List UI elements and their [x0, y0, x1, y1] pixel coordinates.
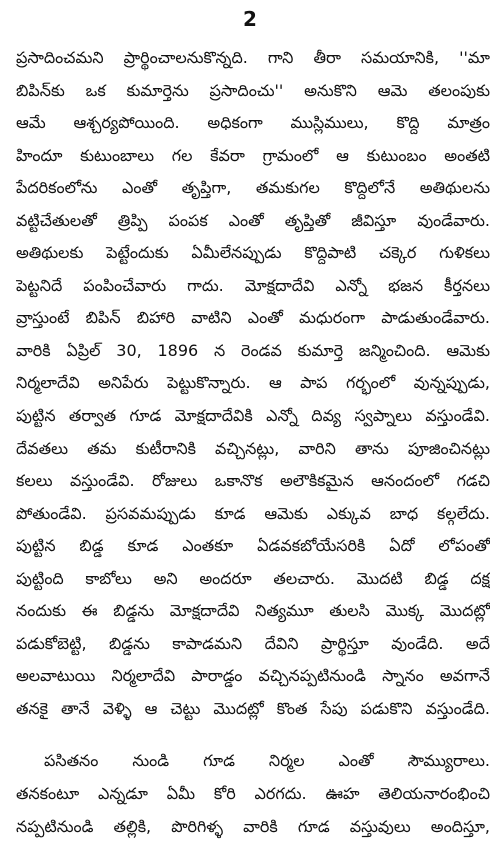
paragraph-2	[16, 745, 490, 843]
text-line: పుట్టిన బిడ్డ కూడ ఎంతకూ ఏడవకబోయేసరికి ఏదో లోపంతో	[16, 536, 490, 556]
text-line: పడుకోబెట్టి, బిడ్డను కాపాడమని దేవిని ప్రార్థిస్తూ వుండేది. అదే	[16, 633, 490, 653]
text-line: బిపిన్‌కు ఒక కుమార్తెను ప్రసాదించు'' అనుకొని ఆమె తలంపుకు	[16, 80, 490, 100]
text-line: పేదరికంలోను ఎంతో తృప్తిగా, తమకుగల కొద్దిలోనే అతిథులను	[16, 178, 490, 198]
text-line: అలవాటుయి నిర్మలాదేవి పారాడ్డం వచ్చినప్పటినుండి స్నానం అవగానే	[16, 666, 490, 686]
text-line: నందుకు ఈ బిడ్డను మోక్షదాదేవి నిత్యమూ తులసి మొక్క మొదట్లో	[16, 601, 490, 621]
paragraph-gap	[16, 725, 490, 745]
text-line: ఆమే ఆశ్చర్యపోయింది. అధికంగా ముస్లిములు, కొద్ది మాత్రం	[16, 113, 490, 133]
text-line: దేవతలు తమ కుటీరానికి వచ్చినట్లు, వారిని తాను పూజించినట్లు	[16, 438, 490, 458]
page-number: 2	[243, 7, 257, 31]
text-line: నప్పటినుండి తల్లికి, పొరిగిళ్ళ వారికి గూడ వస్తువులు అందిస్తూ,	[16, 816, 490, 836]
text-line: పసితనం నుండి గూడ నిర్మల ఎంతో సౌమ్యురాలు.	[44, 751, 490, 771]
text-line: తనకంటూ ఎన్నడూ ఏమీ కోరి ఎరగదు. ఊహ తెలియనారంభించి	[16, 784, 490, 804]
text-line: హిందూ కుటుంబాలు గల కేవరా గ్రామంలో ఆ కుటుంబం అంతటి	[16, 145, 490, 165]
text-line: కలలు వస్తుండేవి. రోజులు ఒకానొక అలౌకికమైన ఆనందంలో గడచి	[16, 471, 490, 491]
text-line: ప్రసాదించమని ప్రార్థించాలనుకొన్నది. గాని తీరా సమయానికి, ''మా	[16, 48, 490, 67]
text-line: పుట్టిన తర్వాత గూడ మోక్షదాదేవికి ఎన్నో దివ్య స్వప్నాలు వస్తుండేవి.	[16, 406, 490, 426]
text-line: నిర్మలాదేవి అనిపేరు పెట్టుకొన్నారు. ఆ పాప గర్భంలో వున్నప్పుడు,	[16, 373, 490, 393]
text-line: తనకై తానే వెళ్ళి ఆ చెట్టు మొదట్లో కొంత సేపు పడుకొని వస్తుండేది.	[16, 698, 490, 718]
text-line: వ్రాస్తుంటే బిపిన్ బిహారి వాటిని ఎంతో మధురంగా పాడుతుండేవారు.	[16, 308, 490, 328]
text-line: పుట్టింది కాబోలు అని అందరూ తలచారు. మొదటి బిడ్డ దక్ష	[16, 568, 490, 588]
text-line: అతిథులకు పెట్టేందుకు ఏమీలేనప్పుడు కొద్దిపాటి చక్కెర గుళికలు	[16, 243, 490, 263]
text-line: వట్టిచేతులతో త్రిప్పి పంపక ఎంతో తృప్తితో జీవిస్తూ వుండేవారు.	[16, 210, 490, 230]
body-text	[16, 42, 490, 843]
text-line: పోతుండేవి. ప్రసవమప్పుడు కూడ ఆమెకు ఎక్కువ బాధ కల్గలేదు.	[16, 503, 490, 523]
text-line: వారికి ఏప్రిల్ 30, 1896 న రెండవ కుమార్తె జన్మించింది. ఆమెకు	[16, 340, 490, 360]
text-line: పెట్టనిదే పంపించేవారు గాదు. మోక్షదాదేవి ఎన్నో భజన కీర్తనలు	[16, 275, 490, 295]
paragraph-1	[16, 42, 490, 725]
